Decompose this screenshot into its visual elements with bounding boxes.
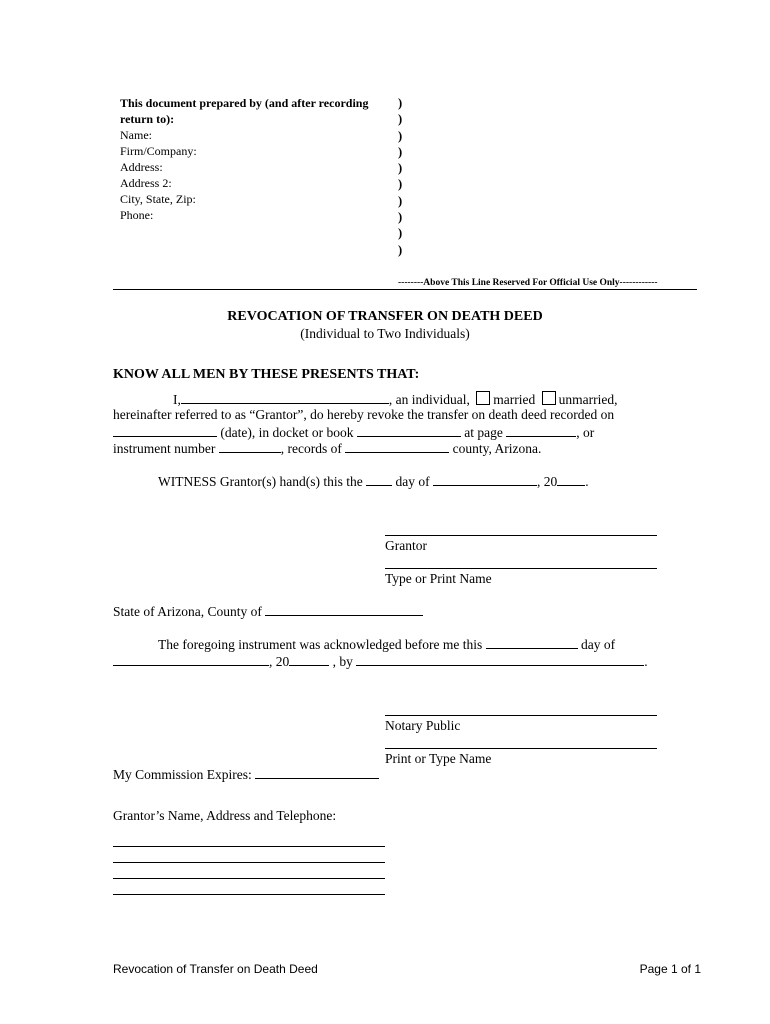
recording-line [113, 424, 594, 441]
witness-text: WITNESS Grantor(s) hand(s) this the [158, 474, 363, 489]
type-print-name-label: Type or Print Name [385, 571, 492, 586]
records-of-text: , records of [280, 441, 342, 456]
ack-by-text: , by [332, 654, 353, 669]
grantor-signature-line[interactable] [385, 535, 657, 536]
witness-year-text: , 20 [536, 474, 558, 489]
document-title: REVOCATION OF TRANSFER ON DEATH DEED [227, 309, 543, 324]
grantor-info-line-1[interactable] [113, 846, 385, 847]
paren: ) [398, 112, 403, 127]
paren: ) [398, 226, 403, 241]
date-text: (date), in docket or book [220, 425, 354, 440]
date-blank[interactable] [113, 424, 217, 437]
document-subtitle: (Individual to Two Individuals) [300, 326, 470, 341]
instrument-blank[interactable] [219, 440, 281, 453]
ack-line1 [158, 636, 615, 653]
notary-public-label: Notary Public [385, 718, 461, 733]
witness-day-of: day of [395, 474, 430, 489]
witness-line [158, 473, 589, 490]
unmarried-checkbox[interactable] [542, 391, 556, 405]
field-name-label: Name: [120, 128, 152, 142]
field-firm-label: Firm/Company: [120, 144, 197, 158]
commission-text: My Commission Expires: [113, 767, 252, 782]
ack-by-blank[interactable] [356, 653, 644, 666]
paren: ) [398, 128, 403, 143]
married-checkbox[interactable] [476, 391, 490, 405]
ack-year-text: , 20 [269, 654, 290, 669]
field-city-state-zip-label: City, State, Zip: [120, 192, 196, 206]
prepared-by-line1: This document prepared by (and after recording [120, 96, 369, 110]
paren-column [398, 95, 402, 258]
field-address-label: Address: [120, 160, 163, 174]
at-page-text: at page [464, 425, 503, 440]
grantor-name-blank[interactable] [181, 391, 389, 404]
individual-text: , an individual, [388, 392, 470, 407]
county-text: county, Arizona. [452, 441, 542, 456]
official-use-notice: --------Above This Line Reserved For Official Use Only------------ [398, 278, 658, 288]
instrument-line [113, 440, 541, 457]
commission-expires-blank[interactable] [255, 766, 379, 779]
instrument-text: instrument number [113, 441, 216, 456]
revoke-line: hereinafter referred to as “Grantor”, do hereby revoke the transfer on death deed recorded on [113, 407, 615, 422]
ack-month-blank[interactable] [113, 653, 269, 666]
field-phone-label: Phone: [120, 208, 154, 222]
ack-period: . [644, 654, 648, 669]
ack-text: The foregoing instrument was acknowledged before me this [158, 637, 483, 652]
paren: ) [398, 177, 403, 192]
paren: ) [398, 242, 403, 257]
county-blank[interactable] [345, 440, 449, 453]
print-type-name-label: Print or Type Name [385, 751, 492, 766]
grantor-info-line-2[interactable] [113, 862, 385, 863]
grantor-label: Grantor [385, 538, 427, 553]
grantor-info-label: Grantor’s Name, Address and Telephone: [113, 808, 337, 823]
ack-line2 [113, 653, 648, 670]
prepared-by-line2: return to): [120, 112, 175, 126]
footer-title: Revocation of Transfer on Death Deed [113, 962, 318, 976]
paren: ) [398, 144, 403, 159]
field-address2-label: Address 2: [120, 176, 172, 190]
page-blank[interactable] [506, 424, 576, 437]
paren: ) [398, 193, 403, 208]
grantor-info-line-3[interactable] [113, 878, 385, 879]
book-blank[interactable] [357, 424, 461, 437]
ack-year-blank[interactable] [289, 653, 329, 666]
paren: ) [398, 161, 403, 176]
ack-day-blank[interactable] [486, 636, 578, 649]
notary-signature-line[interactable] [385, 715, 657, 716]
grantor-print-name-line[interactable] [385, 568, 657, 569]
grantor-info-line-4[interactable] [113, 894, 385, 895]
state-county-line [113, 603, 423, 620]
grantor-line [173, 391, 617, 408]
commission-line [113, 766, 379, 783]
witness-year-blank[interactable] [557, 473, 585, 486]
married-label: married [493, 392, 536, 407]
notary-print-name-line[interactable] [385, 748, 657, 749]
witness-month-blank[interactable] [433, 473, 537, 486]
know-all-heading: KNOW ALL MEN BY THESE PRESENTS THAT: [113, 367, 420, 382]
ack-county-blank[interactable] [265, 603, 423, 616]
official-use-rule [113, 289, 697, 290]
paren: ) [398, 210, 403, 225]
i-text: I, [173, 392, 181, 407]
paren: ) [398, 96, 403, 110]
witness-day-blank[interactable] [366, 473, 392, 486]
or-text: , or [576, 425, 595, 440]
unmarried-label: unmarried, [558, 392, 618, 407]
footer-page-number: Page 1 of 1 [639, 962, 701, 976]
witness-period: . [585, 474, 589, 489]
state-county-text: State of Arizona, County of [113, 604, 262, 619]
ack-day-of: day of [581, 637, 616, 652]
